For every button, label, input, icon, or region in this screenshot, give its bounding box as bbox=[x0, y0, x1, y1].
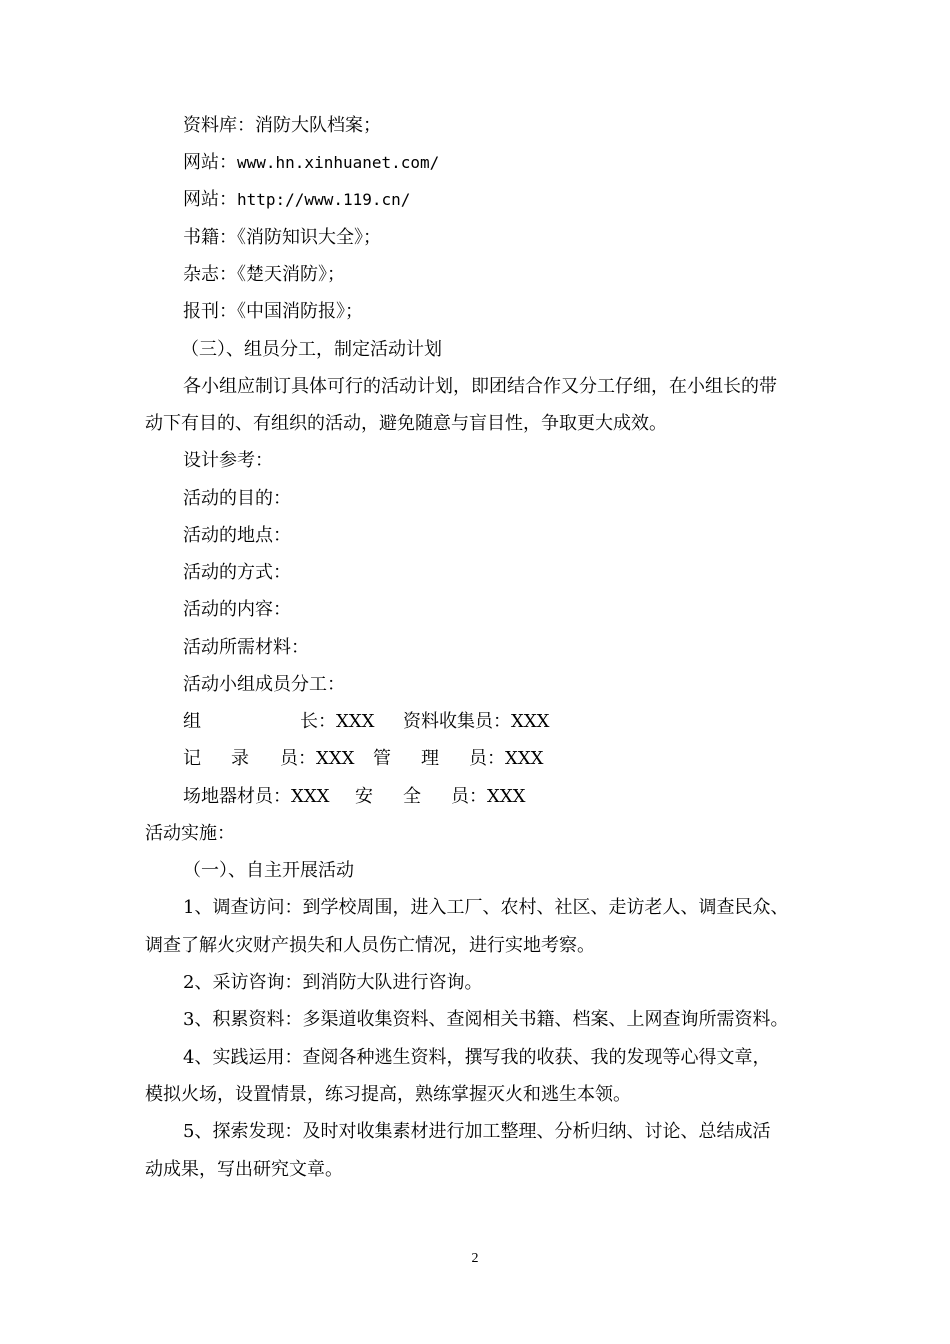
role-manager: 员：XXX bbox=[469, 748, 544, 769]
design-reference-title: 设计参考： bbox=[183, 450, 273, 471]
source-book: 书籍：《消防知识大全》； bbox=[183, 227, 381, 248]
role-collector: 资料收集员：XXX bbox=[403, 711, 550, 732]
page-number: 2 bbox=[471, 1251, 479, 1266]
role-manager-char-2: 理 bbox=[421, 748, 439, 769]
role-recorder-char-2: 录 bbox=[231, 748, 249, 769]
role-equipment: 场地器材员：XXX bbox=[183, 786, 330, 807]
role-safety: 员：XXX bbox=[451, 786, 526, 807]
role-safety-char-2: 全 bbox=[403, 786, 421, 807]
roles-row-1 bbox=[0, 710, 950, 734]
activity-content: 活动的内容： bbox=[183, 599, 291, 620]
implementation-item-1-line-2: 调查了解火灾财产损失和人员伤亡情况，进行实地考察。 bbox=[145, 935, 595, 956]
source-website-2 bbox=[183, 188, 410, 212]
role-leader: 长：XXX bbox=[300, 711, 375, 732]
implementation-item-5-line-1: 5、探索发现：及时对收集素材进行加工整理、分析归纳、讨论、总结成活 bbox=[183, 1121, 771, 1142]
source-magazine: 杂志：《楚天消防》； bbox=[183, 264, 345, 285]
role-leader-label-char: 组 bbox=[183, 711, 201, 732]
implementation-item-4-line-1: 4、实践运用：查阅各种逃生资料，撰写我的收获、我的发现等心得文章， bbox=[183, 1047, 771, 1068]
section-3-paragraph-line-1: 各小组应制订具体可行的活动计划，即团结合作又分工仔细，在小组长的带 bbox=[183, 376, 777, 397]
source-archive: 资料库：消防大队档案； bbox=[183, 115, 381, 136]
source-website-1-url: www.hn.xinhuanet.com/ bbox=[237, 153, 440, 172]
implementation-item-2: 2、采访咨询：到消防大队进行咨询。 bbox=[183, 972, 483, 993]
implementation-item-4-line-2: 模拟火场，设置情景，练习提高，熟练掌握灭火和逃生本领。 bbox=[145, 1084, 631, 1105]
role-manager-char-1: 管 bbox=[373, 748, 391, 769]
source-website-1-label: 网站： bbox=[183, 152, 237, 173]
activity-method: 活动的方式： bbox=[183, 562, 291, 583]
role-recorder: 员：XXX bbox=[280, 748, 355, 769]
source-website-1 bbox=[183, 151, 439, 175]
role-recorder-char-1: 记 bbox=[183, 748, 201, 769]
activity-materials: 活动所需材料： bbox=[183, 637, 309, 658]
source-website-2-url: http://www.119.cn/ bbox=[237, 190, 411, 209]
roles-row-2 bbox=[0, 747, 950, 771]
implementation-title: 活动实施： bbox=[145, 823, 235, 844]
roles-row-3 bbox=[0, 785, 950, 809]
source-website-2-label: 网站： bbox=[183, 189, 237, 210]
activity-location: 活动的地点： bbox=[183, 525, 291, 546]
role-safety-char-1: 安 bbox=[355, 786, 373, 807]
section-3-paragraph-line-2: 动下有目的、有组织的活动，避免随意与盲目性，争取更大成效。 bbox=[145, 413, 667, 434]
implementation-item-1-line-1: 1、调查访问：到学校周围，进入工厂、农村、社区、走访老人、调查民众、 bbox=[183, 897, 789, 918]
implementation-item-3: 3、积累资料：多渠道收集资料、查阅相关书籍、档案、上网查询所需资料。 bbox=[183, 1009, 789, 1030]
section-3-heading: （三）、组员分工，制定活动计划 bbox=[181, 339, 442, 360]
source-newspaper: 报刊：《中国消防报》； bbox=[183, 301, 363, 322]
implementation-heading: （一）、自主开展活动 bbox=[183, 860, 354, 881]
implementation-item-5-line-2: 动成果，写出研究文章。 bbox=[145, 1159, 343, 1180]
activity-purpose: 活动的目的： bbox=[183, 488, 291, 509]
activity-member-division: 活动小组成员分工： bbox=[183, 674, 345, 695]
